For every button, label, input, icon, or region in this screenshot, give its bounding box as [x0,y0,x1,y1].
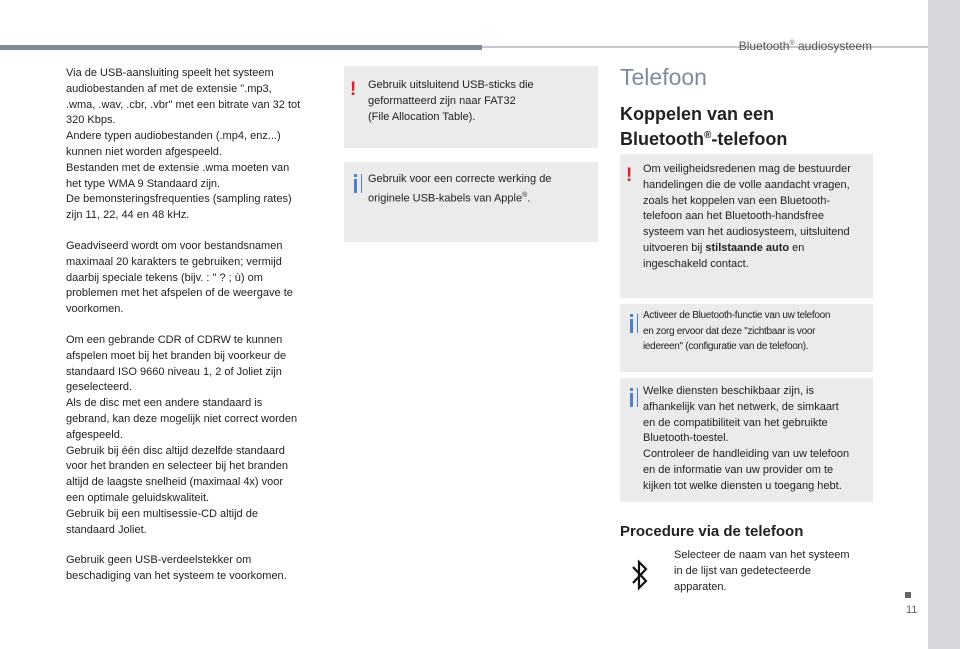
warning-text-safety: Om veiligheidsredenen mag de bestuurder handelingen die de volle aandacht vragen, zoals het koppelen van een Bluetooth- telefoon aan het Bluetooth-handsfree systeem van het audiosysteem, uitsluitend uitvoeren bij stilstaande auto en ingeschakeld contact. [643,163,851,270]
info-box-services [620,378,873,502]
paragraph-filenames: Geadviseerd wordt om voor bestandsnamen maximaal 20 karakters te gebruiken; vermijd daarbij speciale tekens (bijv. : " ? ; ù) om problemen met het afspelen of de weergave te voorkomen. [66,239,293,316]
paragraph-usb-splitter: Gebruik geen USB-verdeelstekker om beschadiging van het systeem te voorkomen. [66,554,287,583]
exclamation-icon: ! [350,79,357,100]
info-icon [628,314,642,334]
info-icon [628,388,642,408]
bluetooth-icon [630,558,650,592]
page-number: 11 [906,604,918,616]
info-text-services: Welke diensten beschikbaar zijn, is afhankelijk van het netwerk, de simkaart en de compatibiliteit van het gebruikte Bluetooth-toestel. Controleer de handleiding van uw telefoon en de informatie van uw provider om te kijken tot welke diensten u toegang hebt. [643,385,850,492]
side-tab [928,0,960,649]
exclamation-icon: ! [626,165,633,186]
procedure-text: Selecteer de naam van het systeem in de lijst van gedetecteerde apparaten. [674,549,850,593]
running-title: Bluetooth® audiosysteem [738,39,872,53]
page-marker [905,592,911,598]
info-text-bluetooth: Activeer de Bluetooth-functie van uw telefoon en zorg ervoor dat deze "zichtbaar is voor iedereen" (configuratie van de telefoon). [643,310,831,352]
section-title: Telefoon [620,64,707,90]
paragraph-usb-formats: Via de USB-aansluiting speelt het systeem audiobestanden af met de extensie ".mp3, .wma, .wav, .cbr, .vbr" met een bitrate van 32 tot 320 Kbps. Andere typen audiobestanden (.mp4, enz...) kunnen niet worden afgespeeld. Bestanden met de extensie .wma moeten van het type WMA 9 Standaard zijn. De bemonsteringsfrequenties (sampling rates) zijn 11, 22, 44 en 48 kHz. [66,67,301,222]
warning-box-safety [620,154,873,298]
section-heading: Koppelen van een Bluetooth®-telefoon [620,104,788,149]
warning-box-usb [344,66,598,148]
info-box-bluetooth [620,304,873,372]
info-box-usb [344,162,598,242]
usb-info-column [66,66,328,600]
header-rule-dark [0,45,482,50]
info-icon [352,174,366,194]
warning-text-usb: Gebruik uitsluitend USB-sticks die geformatteerd zijn naar FAT32 (File Allocation Table). [368,79,534,123]
paragraph-cdr: Om een gebrande CDR of CDRW te kunnen afspelen moet bij het branden bij voorkeur de standaard ISO 9660 niveau 1, 2 of Joliet zijn geselecteerd. Als de disc met een andere standaard is gebrand, kan deze mogelijk niet correct worden afgespeeld. Gebruik bij één disc altijd dezelfde standaard voor het branden en selecteer bij het branden altijd de laagste snelheid (maximaal 4x) voor een optimale geluidskwaliteit. Gebruik bij een multisessie-CD altijd de standaard Joliet. [66,333,298,536]
procedure-heading: Procedure via de telefoon [620,523,804,540]
info-text-usb: Gebruik voor een correcte werking de originele USB-kabels van Apple®. [368,173,552,205]
